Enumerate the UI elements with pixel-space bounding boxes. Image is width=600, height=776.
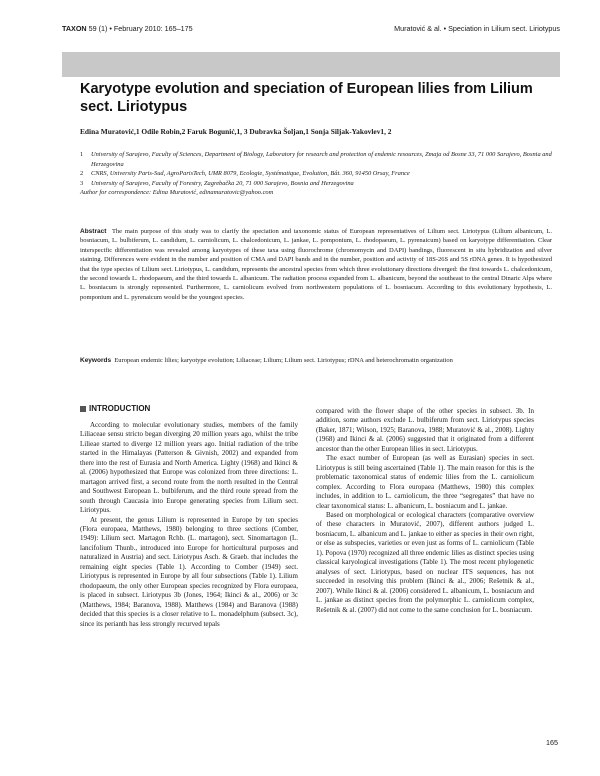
section-heading — [80, 404, 150, 413]
header-bar — [62, 52, 560, 77]
abstract — [80, 227, 552, 302]
affiliations — [80, 150, 552, 198]
keywords — [80, 356, 552, 365]
keywords-label: Keywords — [80, 357, 112, 364]
paragraph: Based on morphological or ecological characters (comparative overview of these characters in Muratović, 2007), different authors judged L. bosniacum, L. albanicum and L. jankae to either as species in their own right, or else as subspecies, varieties or even just as forms of L. carniolicum (Table 1). Popova (1970) recognized all three endemic lilies as distinct species using classical karyological investigations (Table 1). The most recent phylogenetic analyses of sect. Liriotypus, based on nuclear ITS sequences, has not succeeded in resolving this problem (Ikinci & al., 2006; Rešetnik & al., 2007). While Ikinci & al. (2006) considered L. albanicum, L. bosniacum and L. jankae as distinct species from the polymorphic L. carniolicum complex, Rešetnik & al. (2007) did not come to the same conclusion for L. bosniacum. — [316, 510, 534, 614]
paragraph: The exact number of European (as well as Eurasian) species in sect. Liriotypus is still being ascertained (Table 1). The main reason for this is the problematic taxonomical status of endemic lilies from the L. carniolicum complex. According to Flora europaea (Matthews, 1980) this complex includes, in addition to L. carniolicum, the three “segregates” that have no clear taxonomical status: L. albanicum, L. bosniacum and L. jankae. — [316, 454, 534, 510]
journal-info — [62, 24, 193, 33]
running-header — [62, 24, 560, 36]
paragraph: According to molecular evolutionary studies, members of the family Liliaceae sensu stricto began diverging 20 million years ago, whilst the tribe Lilieae started to diverge 12 million years ago. Initial radiation of the tribe started in the Himalayas (Patterson & Givnish, 2002) and expanded from there into the rest of Eurasia and North America. Lighty (1968) and Ikinci & al. (2006) hypothesized that Europe was colonized from three directions: L. martagon arrived first, a second route from the north resulted in the Central and Southwest European L. bulbiferum, and the third route spread from the south through Caucasia into Europe generating species from Lilium sect. Liriotypus. — [80, 421, 298, 515]
paragraph: At present, the genus Lilium is represented in Europe by ten species (Flora europaea, Matthews, 1980) belonging to three sections (Comber, 1949): Lilium sect. Martagon Rchb. (L. martagon), sect. Sinomartagon (L. lancifolium Thunb., introduced into Europe for horticultural purposes and naturalized in Austria) and sect. Liriotypus Asch. & Graeb. that includes the remaining eight species (Table 1). According to Comber (1949) sect. Liriotypus is represented in Europe by all four subsections (Table 1). Lilium rhodopaeum, the only other European species recognized by Flora europaea, is placed in subsect. Liriotypus 3b (Jones, 1964; Ikinci & al., 2006) or 3c (Matthews, 1984; Baranova, 1988). Matthews (1984) and Baranova (1988) decided that this species is a closer relative to L. monadelphum (subsect. 3c), since its perianth has less strongly recurved tepals — [80, 515, 298, 628]
page-number: 165 — [546, 738, 558, 747]
journal-name: TAXON — [62, 24, 87, 33]
affiliation-3: 3 University of Sarajevo, Faculty of Forestry, Zagrebačka 20, 71 000 Sarajevo, Bosnia and Herzegovina — [80, 179, 354, 187]
section-heading-text: INTRODUCTION — [89, 404, 151, 413]
affiliation-1: 1 University of Sarajevo, Faculty of Sciences, Department of Biology, Laboratory for research and protection of endemic resources, Zmaja od Bosne 33, 71 000 Sarajevo, Bosnia and Herzegovina — [80, 151, 552, 168]
issue-info: 59 (1) • February 2010: 165–175 — [88, 24, 193, 33]
abstract-label: Abstract — [80, 228, 107, 235]
section-square-icon — [80, 406, 86, 412]
author-list: Edina Muratović,1 Odile Robin,2 Faruk Bogunić,1, 3 Dubravka Šoljan,1 Sonja Siljak-Yakovlev1, 2 — [80, 127, 392, 136]
affiliation-2: 2 CNRS, University Paris-Sud, AgroParisTech, UMR 8079, Ecologie, Systématique, Evolution, Bât. 360, 91450 Orsay, France — [80, 170, 410, 178]
body-column-1 — [80, 421, 298, 629]
article-title: Karyotype evolution and speciation of European lilies from Lilium sect. Liriotypus — [80, 81, 533, 115]
paragraph: compared with the flower shape of the other species in subsect. 3b. In addition, some authors exclude L. bulbiferum from sect. Liriotypus species (Baker, 1871; Wilson, 1925; Baranova, 1988; Muratović & al., 2008). Lighty (1968) and Ikinci & al. (2006) suggested that it originated from a different ancestor than the other European lilies in sect. Liriotypus. — [316, 407, 534, 453]
body-column-2 — [316, 407, 534, 615]
running-title: Muratović & al. • Speciation in Lilium sect. Liriotypus — [394, 24, 560, 33]
keywords-text: European endemic lilies; karyotype evolution; Liliaceae; Lilium; Lilium sect. Liriotypus; rDNA and heterochromatin organization — [114, 357, 453, 364]
correspondence: Author for correspondence: Edina Muratović, edinamuratovic@yahoo.com — [80, 189, 274, 197]
abstract-text: The main purpose of this study was to clarify the speciation and taxonomic status of European representatives of Lilium sect. Liriotypus (Lilium albanicum, L. bosniacum, L. bulbiferum, L. candidum, L. carniolicum, L. chalcedonicum, L. jankae, L. pomponium, L. rhodopaeum, L. pyrenaicum) based on karyotype differentiation. Clear interspecific differentiation was revealed among karyotypes of these taxa using fluorochrome (chromomycin and DAPI) bandings, fluorescent in situ hybridization and silver staining. Differences were evident in the number and position of CMA and DAPI bands and in the number, position and activity of 18S-26S and 5S rDNA genes. It is hypothesized that the type species of Lilium sect. Liriotypus, L. candidum, represents the ancestral species from which three evolutionary directions diverged: the first towards L. chalcedonicum, the second towards L. rhodopaeum, and the third towards L. albanicum. The radiation process expanded from L. albanicum, beyond the southeast to the central Dinaric Alps where L. bosniacum is strongly represented. Furthermore, L. carniolicum evolved from northwestern populations of L. bosniacum. According to this evolutionary hypothesis, L. pomponium and L. pyrenaicum would be the youngest species. — [80, 228, 553, 301]
